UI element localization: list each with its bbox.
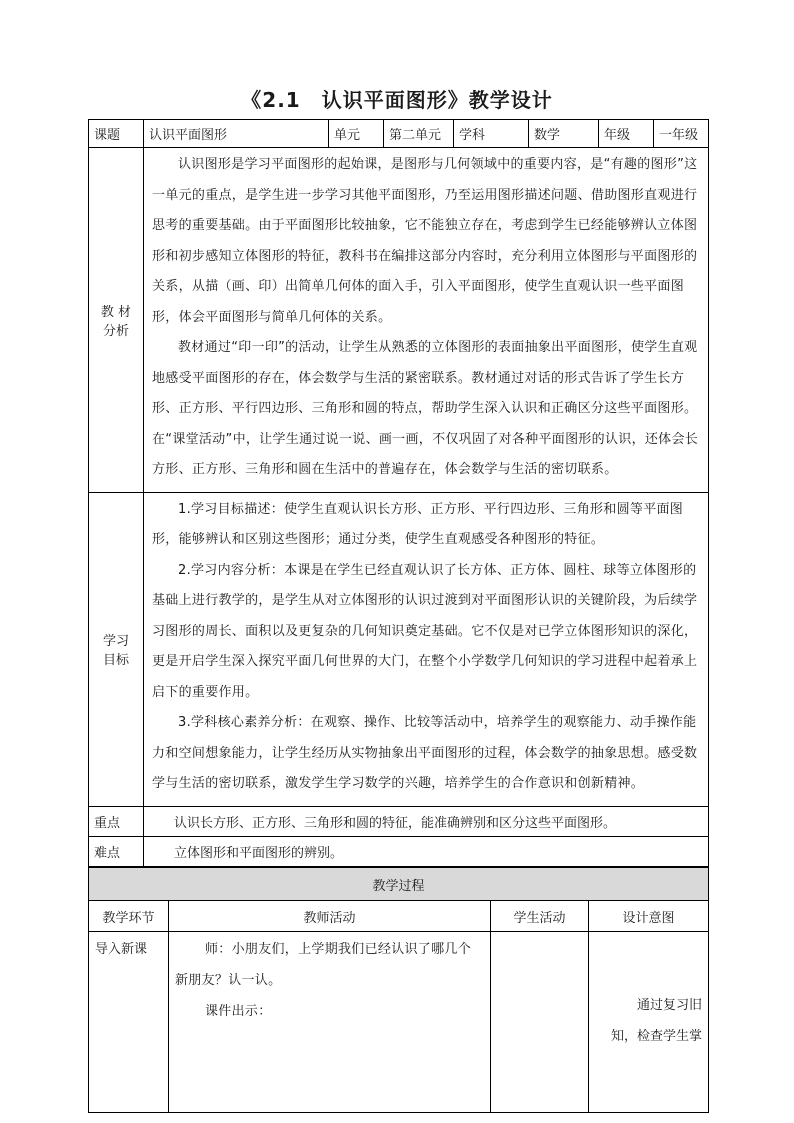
key-point-row: [89, 806, 709, 836]
unit-label: 单元: [329, 120, 384, 148]
subject-label: 学科: [454, 120, 529, 148]
process-column-headers: [89, 901, 709, 932]
grade-value: 一年级: [654, 120, 709, 148]
grade-label: 年级: [599, 120, 654, 148]
textbook-analysis-content: [144, 148, 709, 493]
design-intent-line: 知，检查学生掌: [611, 1029, 703, 1044]
process-title-row: [89, 868, 709, 901]
header-row: [89, 120, 709, 148]
teacher-activity-cell: [169, 932, 491, 1113]
column-header-intent: 设计意图: [589, 901, 709, 932]
difficulty-label: 难点: [89, 836, 144, 866]
design-intent-cell: [589, 932, 709, 1113]
column-header-student: 学生活动: [491, 901, 589, 932]
difficulty-row: [89, 836, 709, 866]
column-header-stage: 教学环节: [89, 901, 169, 932]
textbook-analysis-paragraph: 认识图形是学习平面图形的起始课，是图形与几何领域中的重要内容，是“有趣的图形”这一单元的重点，是学生进一步学习其他平面图形，乃至运用图形描述问题、借助图形直观进行思考的重要基础。由于平面图形比较抽象，它不能独立存在，考虑到学生已经能够辨认立体图形和初步感知立体图形的特征，教科书在编排这部分内容时，充分利用立体图形与平面图形的关系，从描（画、印）出简单几何体的面入手，引入平面图形，使学生直观认识一些平面图形，体会平面图形与简单几何体的关系。: [152, 157, 698, 325]
key-point-label: 重点: [89, 806, 144, 836]
textbook-analysis-row: [89, 148, 709, 493]
learning-goals-label: 学习 目标: [89, 492, 144, 806]
subject-value: 数学: [529, 120, 599, 148]
process-title: 教学过程: [89, 868, 709, 901]
topic-label: 课题: [89, 120, 144, 148]
textbook-analysis-paragraph: 教材通过“印一印”的活动，让学生从熟悉的立体图形的表面抽象出平面图形，使学生直观地感受平面图形的存在，体会数学与生活的紧密联系。教材通过对话的形式告诉了学生长方形、正方形、平行四边形、三角形和圆的特点，帮助学生深入认识和正确区分这些平面图形。在“课堂活动”中，让学生通过说一说、画一画，不仅巩固了对各种平面图形的认识，还体会长方形、正方形、三角形和圆在生活中的普遍存在，体会数学与生活的密切联系。: [152, 340, 699, 477]
design-intent-line: 通过复习旧: [637, 998, 703, 1013]
learning-goal-paragraph: 1.学习目标描述：使学生直观认识长方形、正方形、平行四边形、三角形和圆等平面图形，能够辨认和区别这些图形；通过分类，使学生直观感受各种图形的特征。: [152, 501, 684, 547]
key-point-value: 认识长方形、正方形、三角形和圆的特征，能准确辨别和区分这些平面图形。: [144, 806, 709, 836]
process-row-intro: [89, 932, 709, 1113]
column-header-teacher: 教师活动: [169, 901, 491, 932]
stage-cell: 导入新课: [89, 932, 169, 1113]
teacher-activity-line: 师：小朋友们，上学期我们已经认识了哪几个新朋友？认一认。: [175, 942, 472, 988]
student-activity-cell: [491, 932, 589, 1113]
document-title: 《2.1 认识平面图形》教学设计: [241, 88, 553, 112]
textbook-analysis-label: 教 材 分析: [89, 148, 144, 493]
learning-goal-paragraph: 3.学科核心素养分析：在观察、操作、比较等活动中，培养学生的观察能力、动手操作能力和空间想象能力，让学生经历从实物抽象出平面图形的过程，体会数学的抽象思想。感受数学与生活的密切联系，激发学生学习数学的兴趣，培养学生的合作意识和创新精神。: [152, 715, 698, 791]
unit-value: 第二单元: [384, 120, 454, 148]
topic-value: 认识平面图形: [144, 120, 329, 148]
teacher-activity-line: 课件出示：: [205, 1004, 272, 1019]
teaching-process-table: [88, 867, 709, 1113]
learning-goals-content: [144, 492, 709, 806]
lesson-info-table: [88, 119, 709, 867]
difficulty-value: 立体图形和平面图形的辨别。: [144, 836, 709, 866]
learning-goals-row: [89, 492, 709, 806]
learning-goal-paragraph: 2.学习内容分析：本课是在学生已经直观认识了长方体、正方体、圆柱、球等立体图形的基础上进行教学的，是学生从对立体图形的认识过渡到对平面图形认识的关键阶段，为后续学习图形的周长、面积以及更复杂的几何知识奠定基础。它不仅是对已学立体图形知识的深化，更是开启学生深入探究平面几何世界的大门，在整个小学数学几何知识的学习进程中起着承上启下的重要作用。: [152, 562, 698, 700]
